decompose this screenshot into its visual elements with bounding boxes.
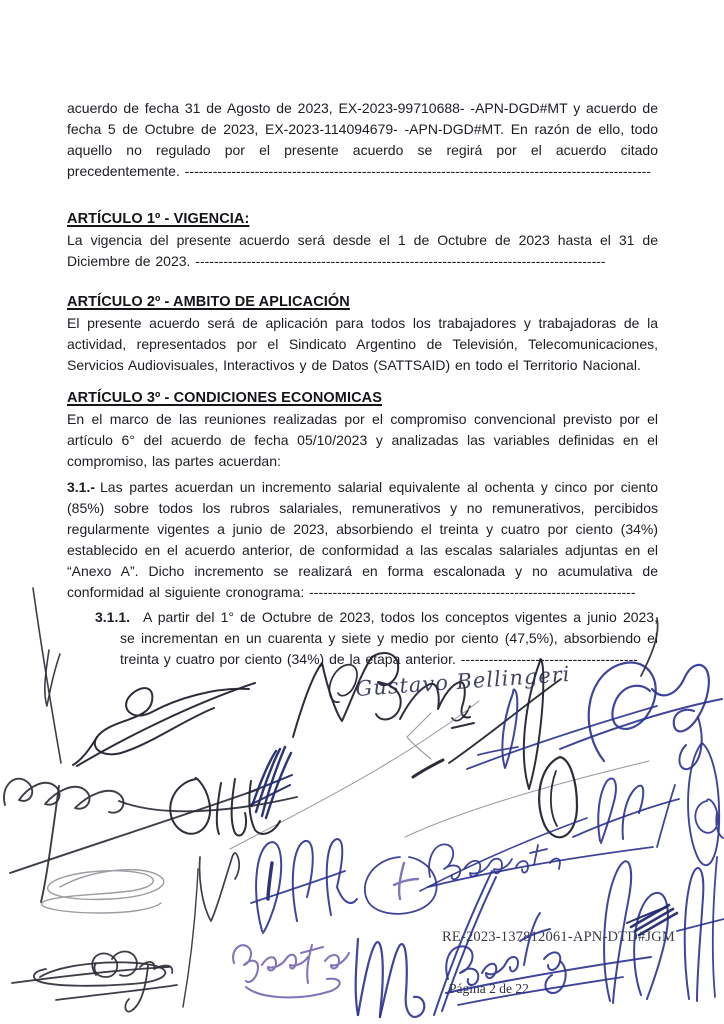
signature-black-bottom-left: [12, 952, 185, 1012]
signature-blue-circle: [365, 857, 437, 914]
signature-name-text: Gustavo Bellingeri: [354, 662, 572, 701]
article-2-heading: ARTÍCULO 2º - AMBITO DE APLICACIÓN: [67, 294, 350, 310]
signature-black-tall-loop: [449, 659, 561, 789]
page-indicator: Página 2 de 22: [449, 981, 529, 996]
signature-grey-spiral-ellipse: [42, 870, 164, 913]
signature-margin-stroke: [33, 588, 61, 763]
intro-paragraph: acuerdo de fecha 31 de Agosto de 2023, EX-2023-99710688- -APN-DGD#MT y acuerdo de fecha 5 de Octubre de 2023, EX-2023-114094679- -APN-DGD#MT. En razón de ello, todo aquello no regulado por el presente acuerdo se regirá por el acuerdo citado precedentemente. ----------------------------------------------------------------------------------------------------: [67, 100, 658, 179]
signature-gustavo-bellingeri: [329, 662, 571, 721]
clause-3-1: [67, 477, 658, 603]
signature-black-loop-chain: [4, 779, 297, 902]
signature-blue-right-tall-oval: [688, 743, 719, 865]
signature-blue-mid-loop: [478, 690, 518, 768]
signature-black-tall-oval: [539, 757, 577, 837]
signature-blue-cursive-dragonetti: [420, 818, 653, 891]
signature-black-tall-v: [183, 853, 239, 1007]
article-3-body: En el marco de las reuniones realizadas por el compromiso convencional previsto por el artículo 6° del acuerdo de fecha 05/10/2023 y analizadas las variables definidas en el compromiso, las partes acuerdan:: [67, 411, 658, 469]
signature-black-oval-verticals: [170, 778, 280, 836]
clause-3-1-1-body: A partir del 1° de Octubre de 2023, todos los conceptos vigentes a junio 2023, se incrementan en un cuarenta y siete y medio por ciento (47,5%), absorbiendo el treinta y cuatro por ciento (34%) de la etapa anterior. --------------------------------------: [120, 609, 658, 667]
document-text: [67, 98, 658, 670]
signature-black-zigzag: [73, 683, 255, 766]
clause-3-1-1: [95, 607, 658, 670]
article-3-heading: ARTÍCULO 3º - CONDICIONES ECONOMICAS: [67, 390, 383, 406]
signature-purple-cursive: [233, 945, 349, 997]
clause-3-1-1-number: 3.1.1.: [95, 609, 131, 625]
article-2-body: El presente acuerdo será de aplicación para todos los trabajadores y trabajadoras de la actividad, representados por el Sindicato Argentino de Televisión, Telecomunicaciones, Servicios Audiovisuales, Interactivos y de Datos (SATTSAID) en todo el Territorio Nacional.: [67, 315, 658, 373]
article-1-heading: ARTÍCULO 1º - VIGENCIA:: [67, 211, 250, 227]
signature-navy-dense-scribble: [248, 747, 292, 818]
signature-blue-finger-loops: [251, 839, 357, 933]
signature-thin-grey-lines: [230, 701, 649, 849]
article-1-body: La vigencia del presente acuerdo será desde el 1 de Octubre de 2023 hasta el 31 de Diciembre de 2023. ----------------------------------------------------------------------------------------: [67, 232, 658, 269]
record-id: RE-2023-137812061-APN-DTD#JGM: [442, 929, 675, 945]
clause-3-1-number: 3.1.-: [67, 479, 96, 495]
signature-navy-large-right: [467, 663, 722, 770]
signature-blue-right-mid: [573, 778, 723, 847]
signature-blue-mw: [356, 939, 425, 1017]
clause-3-1-body: Las partes acuerdan un incremento salarial equivalente al ochenta y cinco por ciento (85%) sobre todos los rubros salariales, remunerativos y no remunerativos, percibidos regularmente vigentes a junio de 2023, absorbiendo el treinta y cuatro por ciento (34%) establecido en el acuerdo anterior, de conformidad a las escalas salariales adjuntas en el “Anexo A”. Dicho incremento se realizará en forma escalonada y no acumulativa de conformidad al siguiente cronograma: ----------------------------------------------------------------------: [67, 479, 658, 600]
